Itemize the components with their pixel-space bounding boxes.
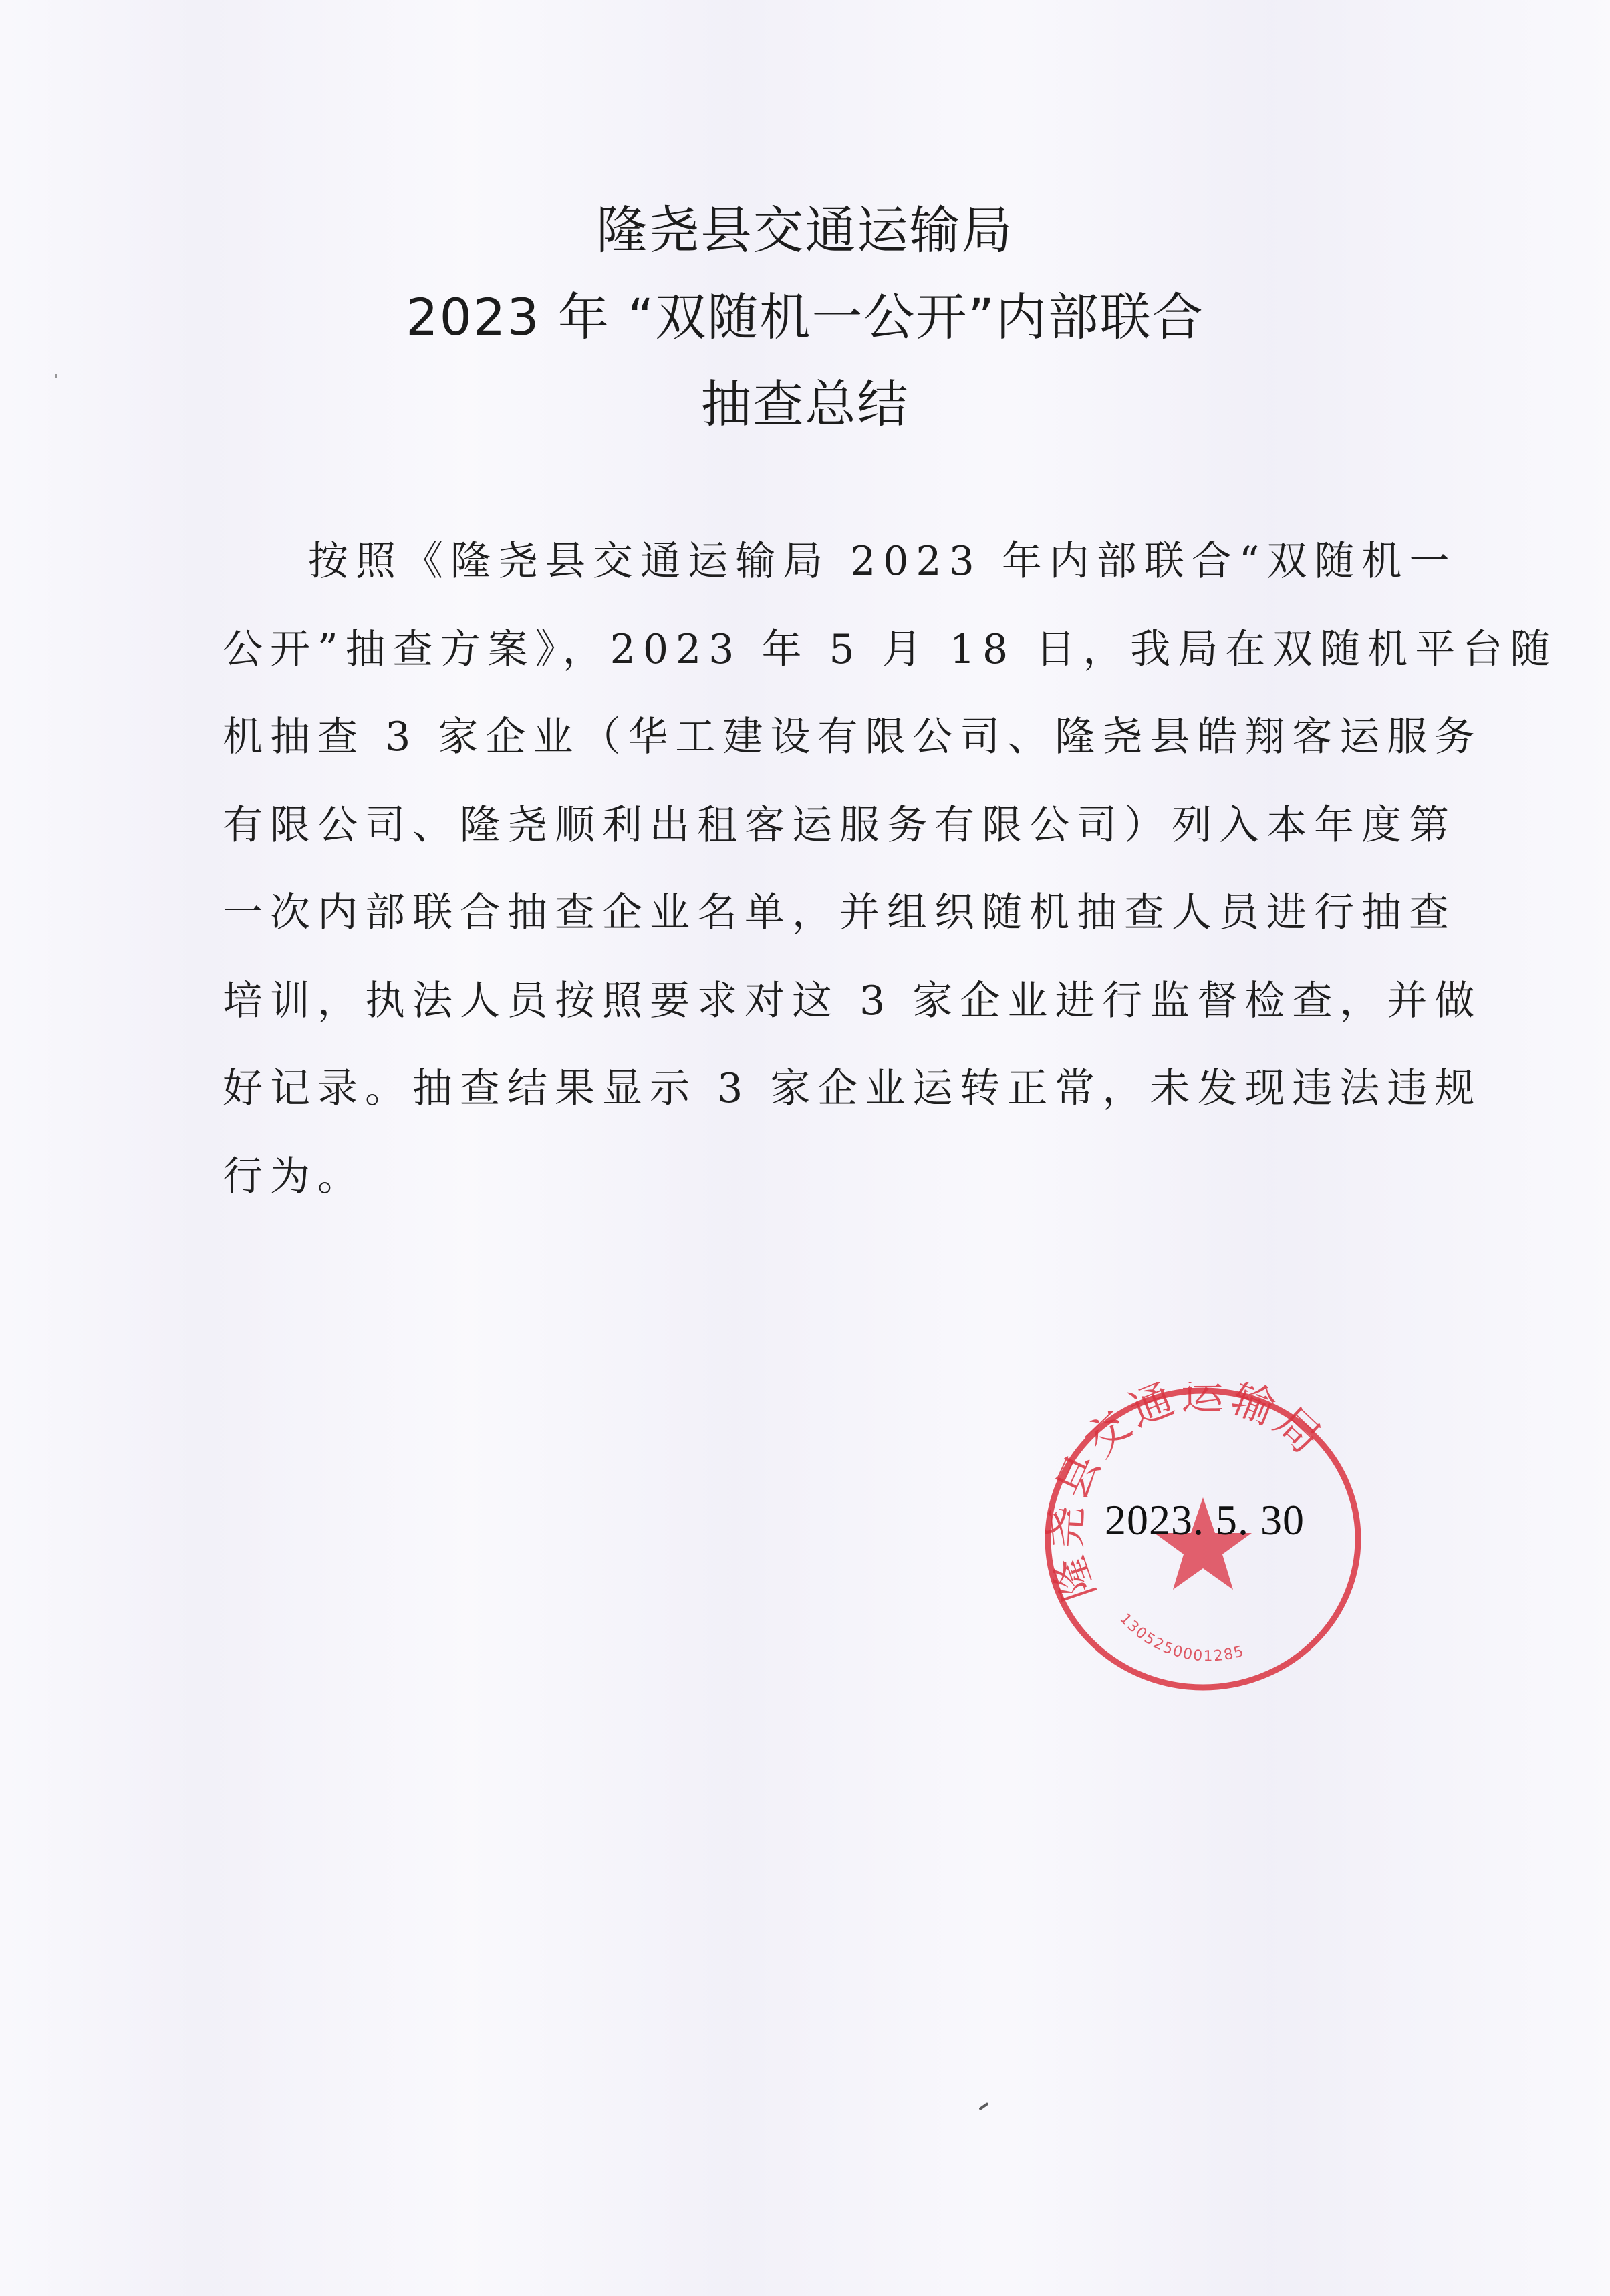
body-line-5: 一次内部联合抽查企业名单，并组织随机抽查人员进行抽查 <box>223 889 1456 936</box>
seal-arc-text: 隆尧县交通运输局 <box>1041 1382 1333 1607</box>
body-line-3: 机抽查 3 家企业（华工建设有限公司、隆尧县皓翔客运服务 <box>223 714 1482 760</box>
body-line-7: 好记录。抽查结果显示 3 家企业运转正常，未发现违法违规 <box>223 1065 1482 1112</box>
body-line-2: 公开”抽查方案》，2023 年 5 月 18 日，我局在双随机平台随 <box>223 625 1558 673</box>
body-paragraph <box>223 518 1558 1221</box>
svg-text:1305250001285 <box>1116 1610 1246 1665</box>
document-title <box>0 187 1610 448</box>
title-line-2: 2023 年 “双随机一公开”内部联合 <box>406 287 1204 347</box>
seal-code: 1305250001285 <box>1116 1610 1247 1665</box>
body-line-6: 培训，执法人员按照要求对这 3 家企业进行监督检查，并做 <box>223 977 1482 1024</box>
title-line-3: 抽查总结 <box>700 374 910 434</box>
body-line-8: 行为。 <box>223 1153 365 1200</box>
body-line-4: 有限公司、隆尧顺利出租客运服务有限公司）列入本年度第 <box>223 801 1456 849</box>
scan-speck <box>55 374 57 378</box>
body-line-1: 按照《隆尧县交通运输局 2023 年内部联合“双随机一 <box>308 538 1457 585</box>
document-date: 2023. 5. 30 <box>1105 1496 1305 1544</box>
title-line-1: 隆尧县交通运输局 <box>596 200 1014 260</box>
scan-speck <box>978 2102 988 2110</box>
